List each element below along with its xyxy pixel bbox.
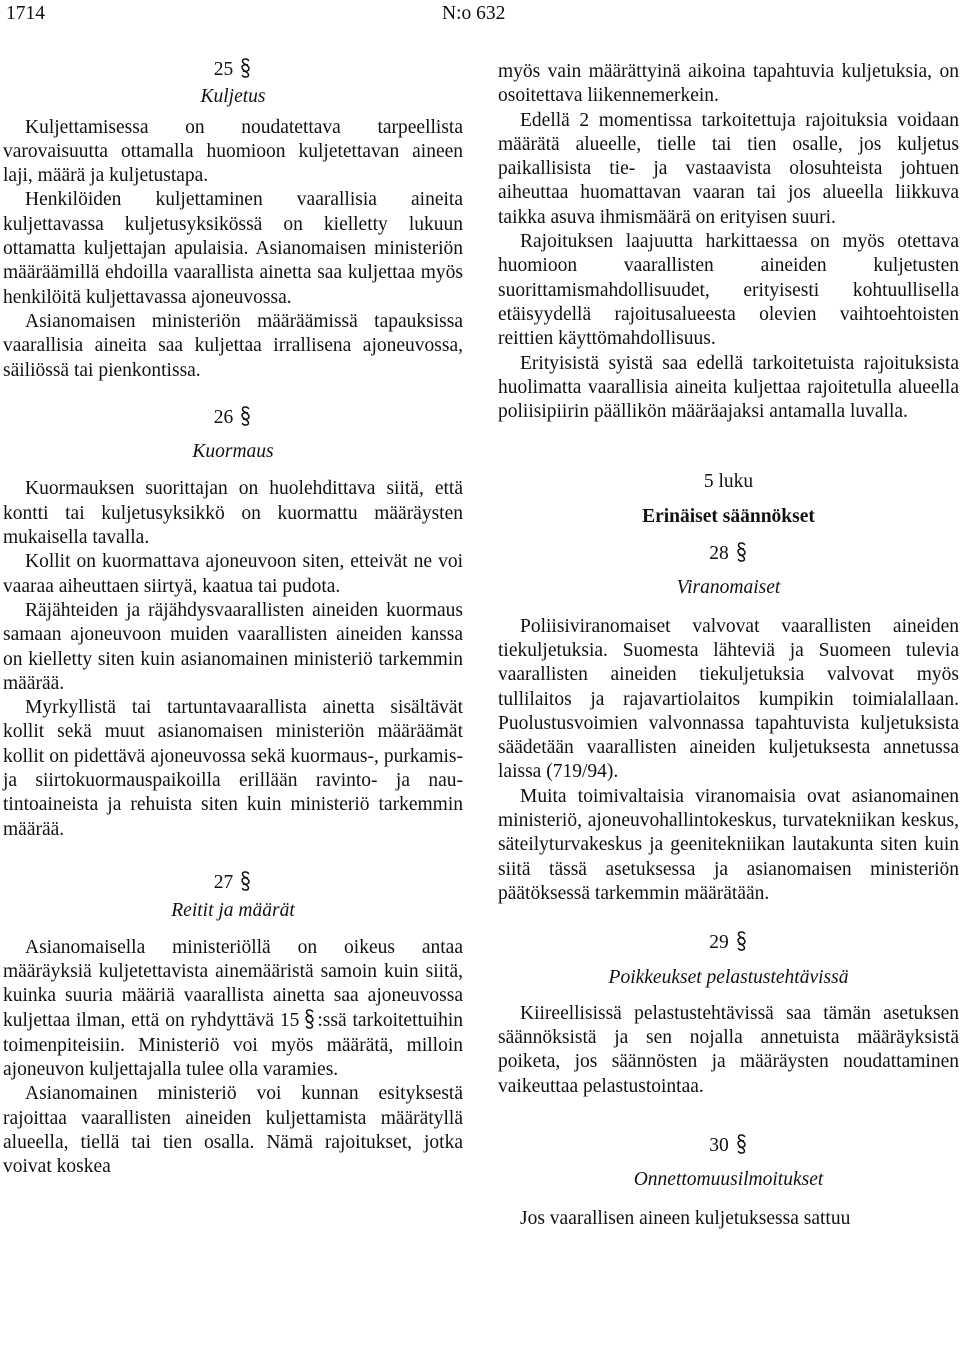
page-header (0, 0, 960, 28)
section-number: 29 (709, 932, 729, 954)
section-26-paragraph-2: Kollit on kuormattava ajoneuvoon siten, etteivät ne voi vaaraa aiheuttaen siirtyä, kaatua tai pudota. (3, 551, 463, 597)
section-25-title: Kuljetus (200, 86, 266, 108)
section-29-paragraph-1: Kiireellisissä pelastustehtävissä saa tämän asetuksen säännöksistä ja sen nojalla annetuista määräyksistä poiketa, jos säännösten ja määräysten noudattaminen vaikeuttaa pelastustointaa. (498, 1002, 959, 1097)
right-paragraph-2: Edellä 2 momentissa tarkoitettuja rajoituksia voidaan määrätä alueelle, tielle tai tien osalle, jos kuljetus paikallisista tie- ja vastaavista olosuhteista johtuen aiheuttaa huomattavan vaaran tai jos alueella liikkuva taikka asuva ihmismäärä on erityisen suuri. (498, 109, 959, 228)
section-28-heading (498, 541, 959, 566)
section-27-heading (3, 870, 463, 895)
page-number: 1714 (6, 3, 45, 24)
section-number: 28 (709, 543, 729, 565)
section-25-paragraph-2: Henkilöiden kuljettaminen vaarallisia aineita kuljettavassa kuljetusyksikössä on kielletty lukuun ottamatta kuljettajan apulaisia. Asianomaisen ministeriön määräämillä ehdoilla vaarallista ainetta saa kuljettaa myös henkilöitä kuljettavassa ajoneuvossa. (3, 189, 463, 308)
section-number: 30 (709, 1134, 729, 1156)
section-30-heading (498, 1133, 959, 1158)
section-sign-icon (735, 541, 748, 563)
chapter-title: Erinäiset säännökset (642, 505, 815, 527)
section-27-paragraph-2: Asianomainen ministeriö voi kunnan esityksestä rajoittaa vaarallisten aineiden kuljettamista määrätyllä alueella, tiellä tai tien osalla. Nämä rajoitukset, jotka voivat koskea (3, 1083, 463, 1178)
section-28-title: Viranomaiset (676, 577, 781, 599)
section-sign-icon (735, 1133, 748, 1155)
section-26-title: Kuormaus (192, 441, 274, 463)
section-26-paragraph-3: Räjähteiden ja räjähdysvaarallisten aineiden kuormaus samaan ajoneuvoon muiden vaarallisten aineiden kanssa on kielletty siten kuin asianomainen ministeriö tarkemmin määrää. (3, 599, 463, 694)
left-column (3, 57, 463, 1179)
section-25-heading (3, 57, 463, 82)
section-26-paragraph-1: Kuormauksen suorittajan on huolehdittava siitä, että kontti tai kuljetusyksikkö on kuormattu määräysten mukaisella tavalla. (3, 478, 463, 549)
section-sign-icon (239, 405, 252, 427)
section-number: 27 (213, 871, 234, 893)
issue-number: N:o 632 (442, 3, 506, 24)
chapter-number: 5 luku (703, 471, 754, 493)
section-sign-icon (303, 1008, 316, 1030)
section-27-paragraph-1: Asianomaisella ministeriöllä on oikeus antaa määräyksiä kuljetettavista ainemääristä samoin kuin siitä, kuinka suuria määriä vaarallista ainetta saa ajoneuvossa kuljettaa ilman, että on ryhdyttävä 15 :ssä tarkoitettuihin toimenpiteisiin. Ministeriö voi myös määrätä, milloin ajoneuvon kuljettajalla tulee olla varamies. (3, 936, 463, 1080)
section-29-title: Poikkeukset pelastustehtävissä (608, 966, 849, 988)
continued-paragraph: myös vain määrättyinä aikoina tapahtuvia kuljetuksia, on osoitettava liikennemerkein. (498, 61, 959, 107)
section-28-paragraph-1: Poliisiviranomaiset valvovat vaarallisten aineiden tiekuljetuksia. Suomesta lähteviä ja Suomeen tulevia vaarallisten aineiden tiekuljetuksia valvovat myös tullilaitos ja rajavartiolaitos kumpikin toimialallaan. Puolustusvoimien valvonnassa tapahtuvista kuljetuksista säädetään vaarallisten aineiden kuljetuksesta annetussa laissa (719/94). (498, 615, 959, 783)
section-29-heading (498, 930, 959, 955)
section-26-heading (3, 405, 463, 430)
section-25-paragraph-1: Kuljettamisessa on noudatettava tarpeellista varovaisuutta ottamalla huomioon kuljetettavan aineen laji, määrä ja kuljetustapa. (3, 116, 463, 187)
section-sign-icon (735, 930, 748, 952)
section-sign-icon (239, 57, 252, 79)
section-30-paragraph-1: Jos vaarallisen aineen kuljetuksessa sattuu (520, 1207, 851, 1229)
right-paragraph-4: Erityisistä syistä saa edellä tarkoitetuista rajoituksista huolimatta vaarallisia aineita kuljettaa rajoitetulla alueella poliisipiirin päällikön määräajaksi antamalla luvalla. (498, 352, 959, 423)
section-number: 25 (213, 59, 234, 80)
section-sign-icon (239, 870, 252, 892)
section-27-title: Reitit ja määrät (171, 900, 295, 922)
right-column (498, 60, 959, 1231)
section-26-paragraph-4: Myrkyllistä tai tartuntavaarallista ainetta sisältävät kollit sekä muut asianomaisen ministeriön määräämät kollit on pidettävä ajoneuvossa sekä kuormaus-, purkamis- ja siirtokuormauspaikoilla erillään ravinto- ja nautintoaineista ja rehuista siten kuin ministeriö tarkemmin määrää. (3, 697, 463, 840)
section-number: 26 (213, 406, 234, 428)
section-25-paragraph-3: Asianomaisen ministeriön määräämissä tapauksissa vaarallisia aineita saa kuljettaa irrallisena ajoneuvossa, säiliössä tai pienkontissa. (3, 310, 463, 381)
right-paragraph-3: Rajoituksen laajuutta harkittaessa on myös otettava huomioon vaarallisten aineiden kuljetusten suorittamismahdollisuudet, erityisesti kohtuullisella etäisyydellä rajoitusalueesta olevien vaihtoehtoisten reittien käyttömahdollisuus. (498, 231, 959, 350)
section-30-title: Onnettomuusilmoitukset (633, 1169, 824, 1191)
section-28-paragraph-2: Muita toimivaltaisia viranomaisia ovat asianomainen ministeriö, ajoneuvohallintokeskus, turvatekniikan keskus, säteilyturvakeskus ja geenitekniikan lautakunta siten kuin siitä tässä asetuksessa ja asianomaisen ministeriön päätöksessä tarkemmin määrätään. (498, 785, 959, 904)
